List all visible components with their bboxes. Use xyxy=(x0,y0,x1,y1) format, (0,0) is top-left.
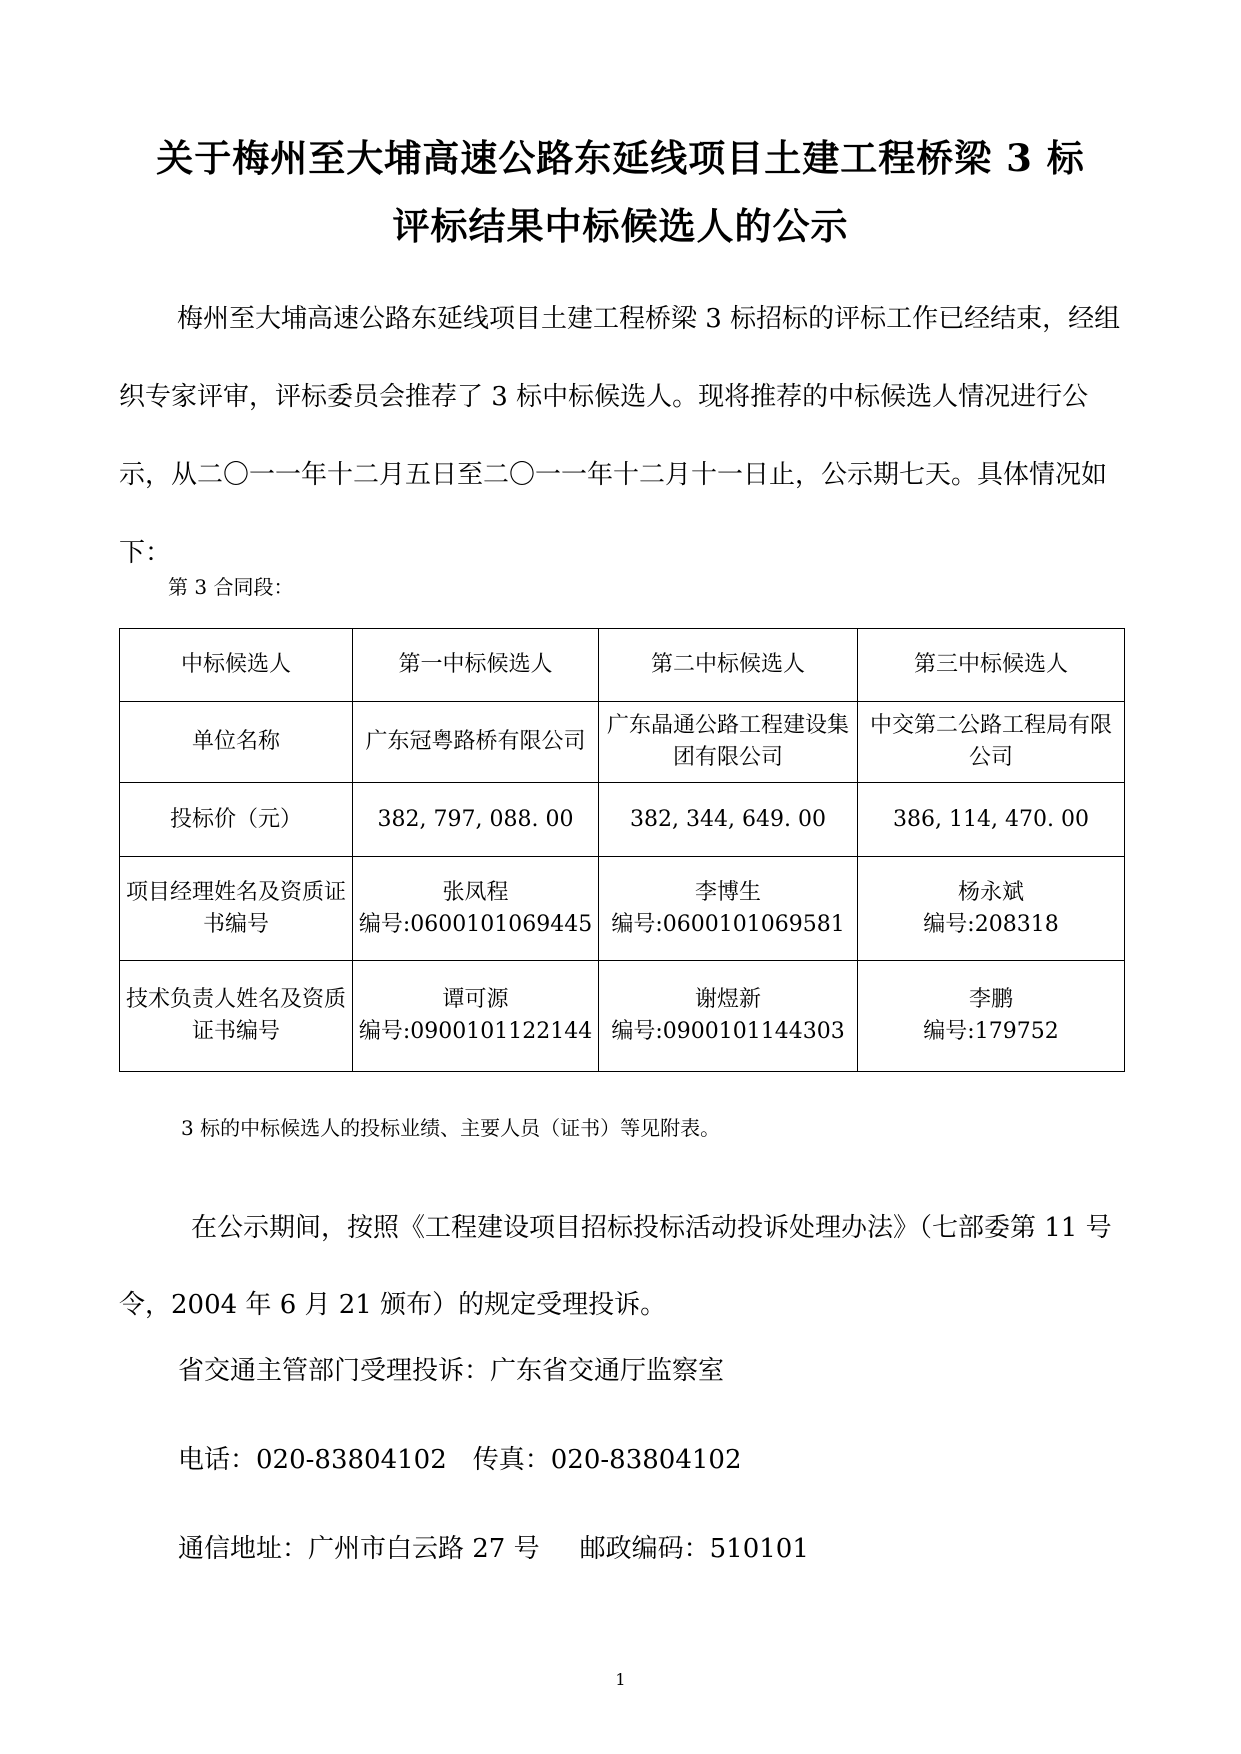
person-name: 张凤程 xyxy=(442,879,509,905)
row-label: 单位名称 xyxy=(120,702,353,783)
complaint-paragraph: 在公示期间，按照《工程建设项目招标投标活动投诉处理办法》（七部委第 11 号令，2004 年 6 月 21 颁布）的规定受理投诉。 xyxy=(119,1213,1112,1320)
bid-price: 386, 114, 470. 00 xyxy=(858,783,1125,857)
address-line xyxy=(178,1528,809,1565)
complaint-department: 省交通主管部门受理投诉：广东省交通厅监察室 xyxy=(178,1356,725,1386)
person-cell xyxy=(599,961,858,1072)
person-name: 谭可源 xyxy=(442,987,509,1012)
header-cell: 第二中标候选人 xyxy=(599,629,858,702)
person-cell xyxy=(858,857,1125,961)
person-cell xyxy=(858,961,1125,1072)
company-name: 中交第二公路工程局有限公司 xyxy=(858,702,1125,783)
person-name: 谢煜新 xyxy=(694,987,761,1012)
postal-code: 邮政编码：510101 xyxy=(579,1534,809,1564)
document-title-line2: 评标结果中标候选人的公示 xyxy=(392,204,849,248)
person-cell xyxy=(353,857,599,961)
candidate-table xyxy=(119,628,1125,1072)
cert-number: 编号:0600101069445 xyxy=(358,911,593,937)
phone-number: 电话：020-83804102 xyxy=(178,1445,447,1475)
person-name: 李鹏 xyxy=(968,987,1013,1012)
fax-number: 传真：020-83804102 xyxy=(472,1445,742,1475)
page-number: 1 xyxy=(615,1670,626,1689)
cert-number: 编号:179752 xyxy=(923,1019,1059,1044)
table-row xyxy=(120,783,1125,857)
row-label: 项目经理姓名及资质证书编号 xyxy=(120,857,353,961)
header-cell: 中标候选人 xyxy=(120,629,353,702)
section-label: 第 3 合同段： xyxy=(168,575,294,599)
bid-price: 382, 344, 649. 00 xyxy=(599,783,858,857)
company-name: 广东冠粤路桥有限公司 xyxy=(353,702,599,783)
row-label: 投标价（元） xyxy=(120,783,353,857)
cert-number: 编号:0900101144303 xyxy=(611,1019,845,1044)
person-name: 杨永斌 xyxy=(957,879,1024,905)
person-name: 李博生 xyxy=(694,879,761,905)
person-cell xyxy=(599,857,858,961)
intro-paragraph: 梅州至大埔高速公路东延线项目土建工程桥梁 3 标招标的评标工作已经结束，经组织专家评审，评标委员会推荐了 3 标中标候选人。现将推荐的中标候选人情况进行公示，从二〇一一年十二月五日至二〇一一年十二月十一日止，公示期七天。具体情况如下： xyxy=(119,304,1121,568)
header-cell: 第一中标候选人 xyxy=(353,629,599,702)
header-cell: 第三中标候选人 xyxy=(858,629,1125,702)
table-row xyxy=(120,857,1125,961)
contact-line xyxy=(178,1439,742,1476)
table-row xyxy=(120,961,1125,1072)
attachment-note: 3 标的中标候选人的投标业绩、主要人员（证书）等见附表。 xyxy=(181,1116,721,1140)
bid-price: 382, 797, 088. 00 xyxy=(353,783,599,857)
table-header-row xyxy=(120,629,1125,702)
row-label: 技术负责人姓名及资质证书编号 xyxy=(120,961,353,1072)
cert-number: 编号:208318 xyxy=(923,911,1059,937)
cert-number: 编号:0600101069581 xyxy=(611,911,845,937)
cert-number: 编号:0900101122144 xyxy=(358,1019,593,1044)
company-name: 广东晶通公路工程建设集团有限公司 xyxy=(599,702,858,783)
document-title-line1: 关于梅州至大埔高速公路东延线项目土建工程桥梁 3 标 xyxy=(156,136,1085,180)
table-row xyxy=(120,702,1125,783)
mailing-address: 通信地址：广州市白云路 27 号 xyxy=(178,1534,540,1564)
person-cell xyxy=(353,961,599,1072)
